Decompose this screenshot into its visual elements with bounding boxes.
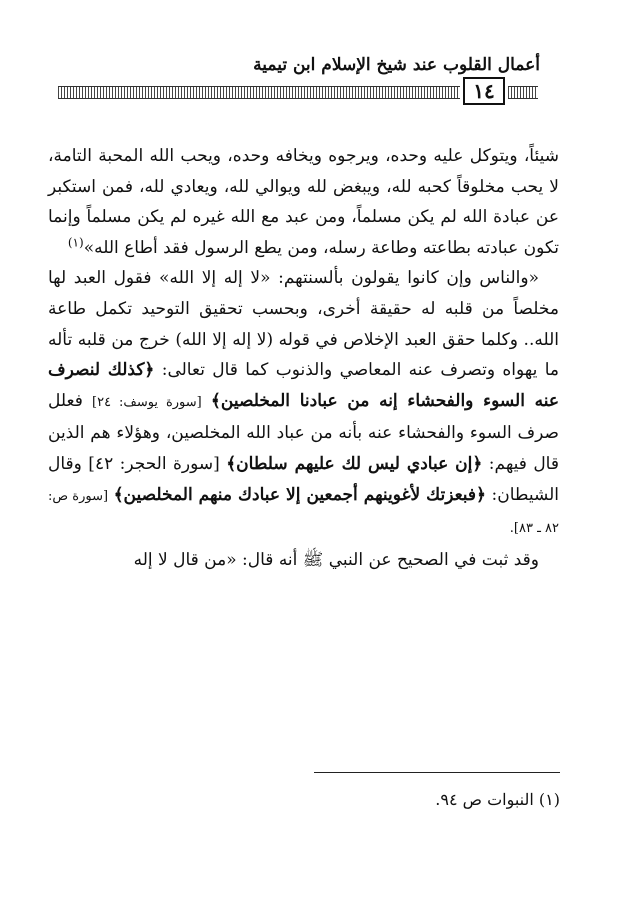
body-text: [48, 141, 559, 575]
verse-reference-3: [سورة ص: ٨٢ ـ ٨٣].: [48, 488, 559, 537]
paragraph-3: وقد ثبت في الصحيح عن النبي ﷺ أنه قال: «من قال لا إله: [133, 549, 539, 570]
page-number: ١٤: [463, 77, 505, 105]
running-title: أعمال القلوب عند شيخ الإسلام ابن تيمية: [253, 55, 540, 75]
paragraph-2-text-c: وقال الشيطان:: [48, 453, 560, 505]
verse-reference-1: [سورة يوسف: ٢٤]: [92, 394, 202, 410]
quran-verse-1: ﴿كذلك لنصرف عنه السوء والفحشاء إنه من عبادنا المخلصين﴾: [48, 360, 559, 411]
paragraph-2-text-a: «والناس وإن كانوا يقولون بألسنتهم: «لا إله إلا الله» فقول العبد لها مخلصاً من قلبه له حقيقة أخرى، وبحسب تحقيق التوحيد تكمل طاعة الله.. وكلما حقق العبد الإخلاص في قوله (لا إله إلا الله) خرج من قلبه تأله ما يهواه وتصرف عنه المعاصي والذنوب كما قال تعالى:: [48, 268, 559, 381]
header-hatch-left: [58, 86, 460, 99]
footnote: (١) النبوات ص ٩٤.: [435, 790, 560, 809]
header-hatch-right: [508, 86, 538, 99]
footnote-marker: (١): [67, 235, 84, 250]
paragraph-2-text-b: فعلل صرف السوء والفحشاء عنه بأنه من عباد الله المخلصين، وهؤلاء هم الذين قال فيهم:: [48, 390, 559, 474]
paragraph-2: [48, 263, 559, 544]
footnote-separator: [314, 772, 560, 773]
paragraph-1-text: شيئاً، ويتوكل عليه وحده، ويرجوه ويخافه وحده، ويحب الله المحبة التامة، لا يحب مخلوقاً كحبه لله، ويبغض لله ويوالي لله، ويعادي لله، فمن استكبر عن عبادة الله لم يكن مسلماً، ومن عبد مع الله غيره لم يكن مسلماً وإنما تكون عبادته بطاعته وطاعة رسله، ومن يطع الرسول فقد أطاع الله»: [48, 146, 559, 258]
quran-verse-3: ﴿فبعزتك لأغوينهم أجمعين إلا عبادك منهم المخلصين﴾: [113, 484, 486, 505]
paragraph-1: [48, 141, 559, 263]
quran-verse-2: ﴿إن عبادي ليس لك عليهم سلطان﴾: [226, 453, 483, 474]
header-band: [58, 77, 538, 107]
verse-reference-2: [سورة الحجر: ٤٢]: [88, 453, 220, 474]
